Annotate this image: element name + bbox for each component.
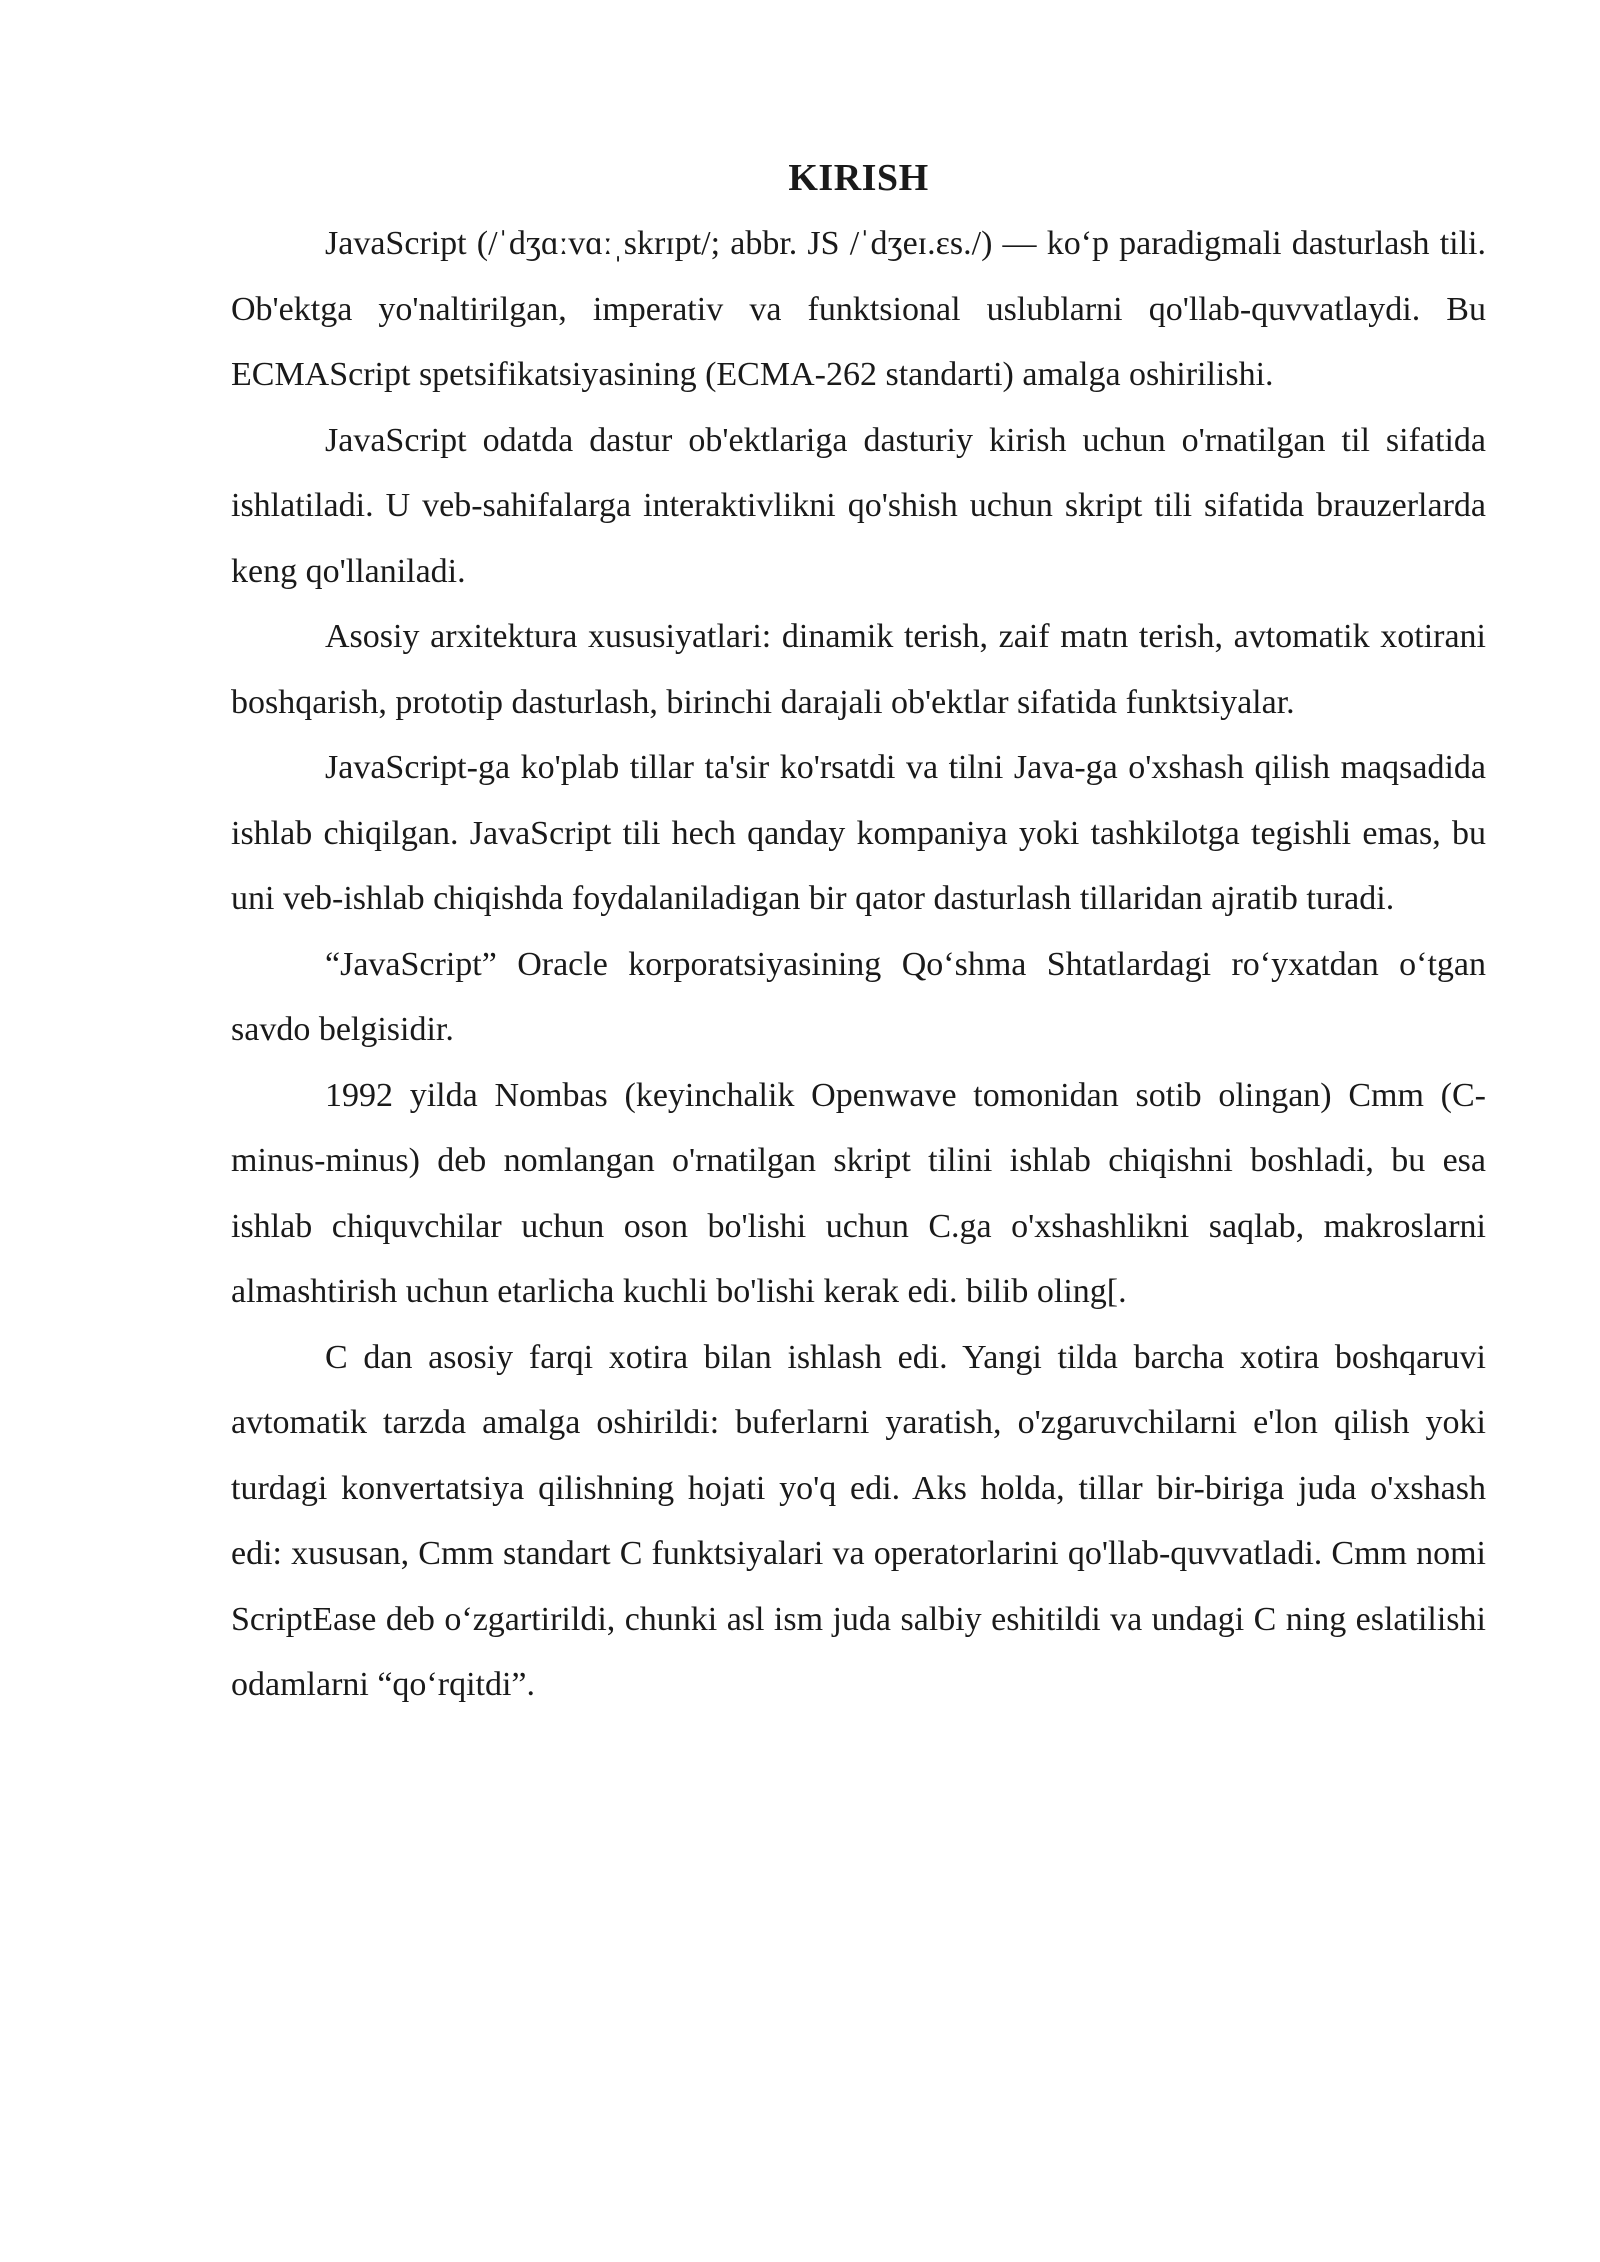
document-body: [231, 150, 1486, 1718]
paragraph-intro: JavaScript (/ˈdʒɑːvɑːˌskrɪpt/; abbr. JS /ˈdʒeɪ.ɛs./) — ko‘p paradigmali dasturlash tili. Ob'ektga yo'naltirilgan, imperativ va funktsional uslublarni qo'llab-quvvatlaydi. Bu ECMAScript spetsifikatsiyasining (ECMA-262 standarti) amalga oshirilishi.: [231, 225, 1486, 393]
paragraph-influences: JavaScript-ga ko'plab tillar ta'sir ko'rsatdi va tilni Java-ga o'xshash qilish maqsadida ishlab chiqilgan. JavaScript tili hech qanday kompaniya yoki tashkilotga tegishli emas, bu uni veb-ishlab chiqishda foydalaniladigan bir qator dasturlash tillaridan ajratib turadi.: [231, 749, 1486, 917]
page-title: KIRISH: [788, 157, 929, 199]
paragraph-usage: JavaScript odatda dastur ob'ektlariga dasturiy kirish uchun o'rnatilgan til sifatida ishlatiladi. U veb-sahifalarga interaktivlikni qo'shish uchun skript tili sifatida brauzerlarda keng qo'llaniladi.: [231, 421, 1486, 590]
paragraph-trademark: “JavaScript” Oracle korporatsiyasining Qo‘shma Shtatlardagi ro‘yxatdan o‘tgan savdo belgisidir.: [231, 945, 1486, 1048]
paragraph-history: 1992 yilda Nombas (keyinchalik Openwave tomonidan sotib olingan) Cmm (C-minus-minus) deb nomlangan o'rnatilgan skript tilini ishlab chiqishni boshladi, bu esa ishlab chiquvchilar uchun oson bo'lishi uchun C.ga o'xshashlikni saqlab, makroslarni almashtirish uchun etarlicha kuchli bo'lishi kerak edi. bilib oling[.: [231, 1076, 1486, 1310]
paragraph-features: Asosiy arxitektura xususiyatlari: dinamik terish, zaif matn terish, avtomatik xotirani boshqarish, prototip dasturlash, birinchi darajali ob'ektlar sifatida funktsiyalar.: [231, 618, 1486, 721]
paragraph-differences: C dan asosiy farqi xotira bilan ishlash edi. Yangi tilda barcha xotira boshqaruvi avtomatik tarzda amalga oshirildi: buferlarni yaratish, o'zgaruvchilarni e'lon qilish yoki turdagi konvertatsiya qilishning hojati yo'q edi. Aks holda, tillar bir-biriga juda o'xshash edi: xususan, Cmm standart C funktsiyalari va operatorlarini qo'llab-quvvatladi. Cmm nomi ScriptEase deb o‘zgartirildi, chunki asl ism juda salbiy eshitildi va undagi C ning eslatilishi odamlarni “qo‘rqitdi”.: [231, 1338, 1486, 1703]
